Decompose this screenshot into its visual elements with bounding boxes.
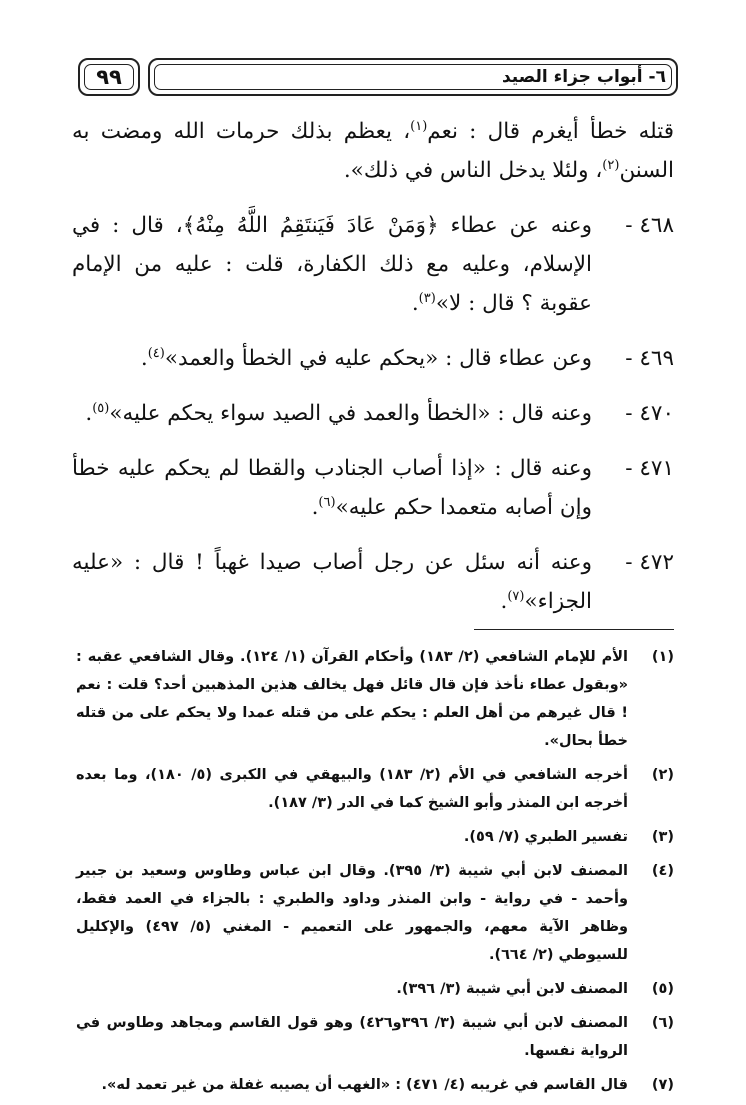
hadith-entry-468 (72, 206, 674, 323)
entry-text (72, 339, 592, 378)
entry-text (72, 543, 592, 621)
running-header (78, 58, 678, 100)
entry-number: ٤٧٠ - (625, 401, 674, 426)
entry-body: وعنه قال : «الخطأ والعمد في الصيد سواء يحكم عليه» (109, 401, 592, 426)
hadith-entry-471 (72, 449, 674, 527)
page-number: ٩٩ (96, 65, 122, 89)
footnote-ref[interactable]: (٥) (92, 400, 110, 416)
main-text (72, 112, 674, 621)
footnote-text: أخرجه الشافعي في الأم (٢/ ١٨٣) والبيهقي في الكبرى (٥/ ١٨٠)، وما بعده أخرجه ابن المنذر وأبو الشيخ كما في الدر (٣/ ١٨٧). (76, 767, 628, 811)
entry-end: . (500, 589, 508, 614)
entry-number: ٤٧١ - (625, 456, 674, 481)
footnote-text: تفسير الطبري (٧/ ٥٩). (463, 829, 628, 845)
footnote-number: (٥) (651, 981, 674, 997)
intro-text: ، يعظم بذلك حرمات الله ومضت به السنن (72, 119, 674, 183)
entry-text (72, 206, 592, 323)
entry-body: وعنه قال : «إذا أصاب الجنادب والقطا لم يحكم عليه خطأ وإن أصابه متعمدا حكم عليه» (72, 456, 592, 520)
entry-end: . (140, 346, 148, 371)
footnote-1 (76, 643, 674, 755)
intro-text: ، ولئلا يدخل الناس في ذلك». (343, 158, 603, 183)
footnote-text: قال القاسم في غريبه (٤/ ٤٧١) : «الغهب أن يصيبه غفلة من غير تعمد له». (101, 1077, 628, 1093)
footnote-5 (76, 975, 674, 1003)
entry-body: وعن عطاء قال : «يحكم عليه في الخطأ والعمد» (164, 346, 592, 371)
entry-end: . (85, 401, 93, 426)
footnote-4 (76, 857, 674, 969)
footnotes (76, 643, 674, 1105)
footnote-divider (474, 629, 674, 630)
hadith-entry-470 (72, 394, 674, 433)
entry-body: وعنه عن عطاء ﴿وَمَنْ عَادَ فَيَنتَقِمُ اللَّهُ مِنْهُ﴾، قال : في الإسلام، وعليه مع ذلك الكفارة، قلت : عليه من الإمام عقوبة ؟ قال : لا» (72, 213, 592, 316)
footnote-ref[interactable]: (٦) (318, 494, 336, 510)
chapter-title-frame (148, 58, 678, 96)
footnote-text: المصنف لابن أبي شيبة (٣/ ٣٩٦). (396, 981, 628, 997)
page-number-frame (78, 58, 140, 96)
footnote-6 (76, 1009, 674, 1065)
chapter-title: ٦- أبواب جزاء الصيد (501, 67, 666, 87)
footnote-7 (76, 1071, 674, 1099)
entry-end: . (411, 291, 419, 316)
entry-text (72, 394, 592, 433)
footnote-number: (٣) (651, 829, 674, 845)
intro-text: قتله خطأ أيغرم قال : نعم (427, 119, 674, 144)
entry-text (72, 449, 592, 527)
footnote-number: (٦) (651, 1015, 674, 1031)
footnote-number: (٤) (651, 863, 674, 879)
footnote-3 (76, 823, 674, 851)
footnote-ref[interactable]: (٢) (602, 157, 620, 173)
entry-end: . (311, 495, 319, 520)
entry-number: ٤٧٢ - (625, 550, 674, 575)
footnote-number: (١) (651, 649, 674, 665)
footnote-text: الأم للإمام الشافعي (٢/ ١٨٣) وأحكام القرآن (١/ ١٢٤). وقال الشافعي عقبه : «وبقول عطاء نأخذ فإن قال قائل فهل يخالف هذين المذهبين أحد؟ قلت : نعم ! قال غيرهم من أهل العلم : يحكم على من قتله عمدا ولا يحكم على من قتله خطأ بحال». (76, 649, 628, 749)
footnote-number: (٢) (651, 767, 674, 783)
entry-body: وعنه أنه سئل عن رجل أصاب صيدا غهباً ! قال : «عليه الجزاء» (72, 550, 592, 614)
footnote-ref[interactable]: (١) (410, 118, 428, 134)
footnote-ref[interactable]: (٧) (507, 588, 525, 604)
footnote-number: (٧) (651, 1077, 674, 1093)
footnote-text: المصنف لابن أبي شيبة (٣/ ٣٩٥). وقال ابن عباس وطاوس وسعيد بن جبير وأحمد - في رواية - وابن المنذر وداود والطبري : بالجزاء في العمد فقط، وظاهر الآية معهم، والجمهور على التعميم - المغني (٥/ ٤٩٧) والإكليل للسيوطي (٢/ ٦٦٤). (76, 863, 628, 963)
footnote-text: المصنف لابن أبي شيبة (٣/ ٣٩٦و٤٢٦) وهو قول القاسم ومجاهد وطاوس في الرواية نفسها. (76, 1015, 629, 1059)
hadith-entry-469 (72, 339, 674, 378)
intro-paragraph (72, 112, 674, 190)
footnote-2 (76, 761, 674, 817)
entry-number: ٤٦٨ - (625, 213, 674, 238)
footnote-ref[interactable]: (٤) (147, 345, 165, 361)
footnote-ref[interactable]: (٣) (418, 290, 436, 306)
entry-number: ٤٦٩ - (625, 346, 674, 371)
hadith-entry-472 (72, 543, 674, 621)
